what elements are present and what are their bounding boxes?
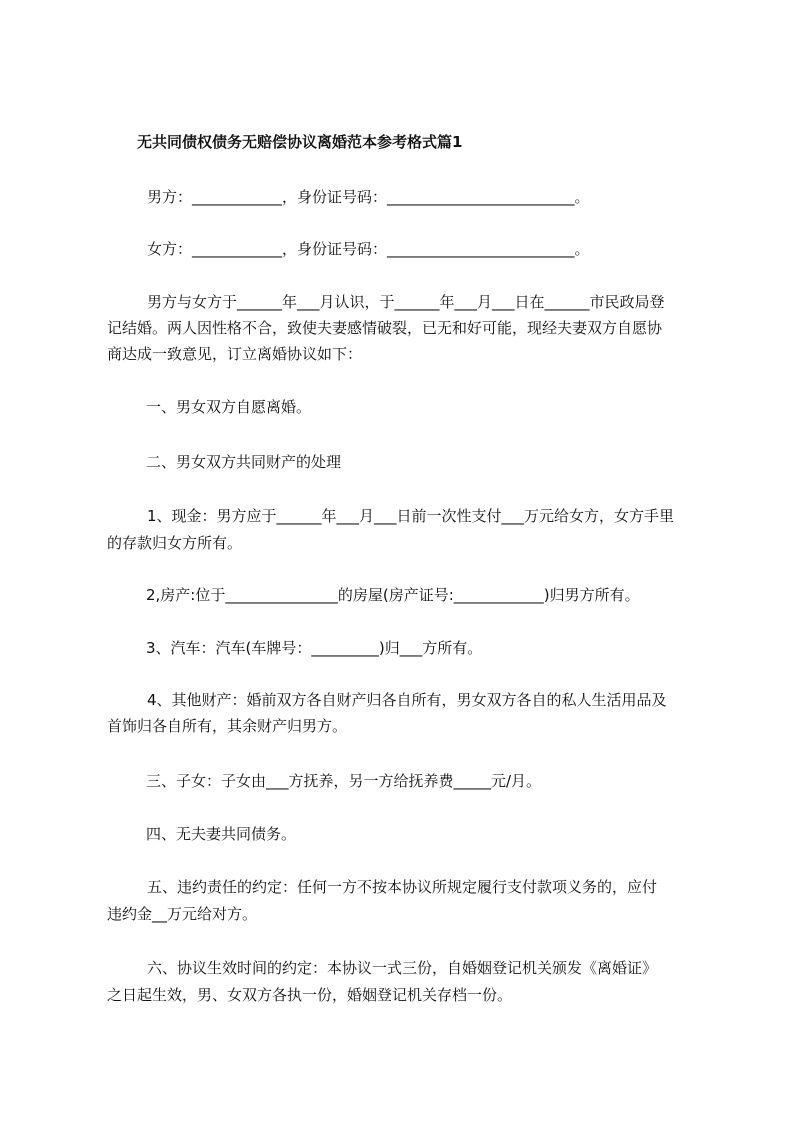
other-property-line-1: 4、其他财产：婚前双方各自财产归各自所有，男女双方各自的私人生活用品及: [147, 691, 667, 709]
intro-line-2: 记结婚。两人因性格不合，致使夫妻感情破裂，已无和好可能，现经夫妻双方自愿协: [107, 319, 663, 337]
intro-line-1: 男方与女方于______年___月认识，于______年___月___日在______市民政局登: [147, 293, 665, 311]
clause-2-heading: 二、男女双方共同财产的处理: [146, 453, 342, 471]
breach-line-1: 五、违约责任的约定：任何一方不按本协议所规定履行支付款项义务的，应付: [147, 878, 658, 896]
property-line: 2,房产:位于_______________的房屋(房产证号:____________)归男方所有。: [146, 586, 640, 604]
breach-line-2: 违约金__万元给对方。: [107, 905, 258, 923]
children-line: 三、子女：子女由___方抚养，另一方给抚养费_____元/月。: [146, 772, 542, 790]
clause-1: 一、男女双方自愿离婚。: [146, 398, 312, 416]
male-party-line: 男方：____________，身份证号码：_________________________。: [147, 188, 590, 206]
effective-line-1: 六、协议生效时间的约定：本协议一式三份，自婚姻登记机关颁发《离婚证》: [147, 959, 658, 977]
no-debt-line: 四、无夫妻共同债务。: [146, 825, 297, 843]
cash-line-2: 的存款归女方所有。: [107, 534, 243, 552]
cash-line-1: 1、现金：男方应于______年___月___日前一次性支付___万元给女方，女方手里: [147, 507, 675, 525]
other-property-line-2: 首饰归各自所有，其余财产归男方。: [107, 717, 348, 735]
document-title: 无共同债权债务无赔偿协议离婚范本参考格式篇1: [137, 133, 463, 151]
female-party-line: 女方：____________，身份证号码：_________________________。: [147, 240, 590, 258]
intro-line-3: 商达成一致意见，订立离婚协议如下：: [107, 345, 363, 363]
car-line: 3、汽车：汽车(车牌号：_________)归___方所有。: [146, 639, 483, 657]
effective-line-2: 之日起生效，男、女双方各执一份，婚姻登记机关存档一份。: [107, 986, 513, 1004]
